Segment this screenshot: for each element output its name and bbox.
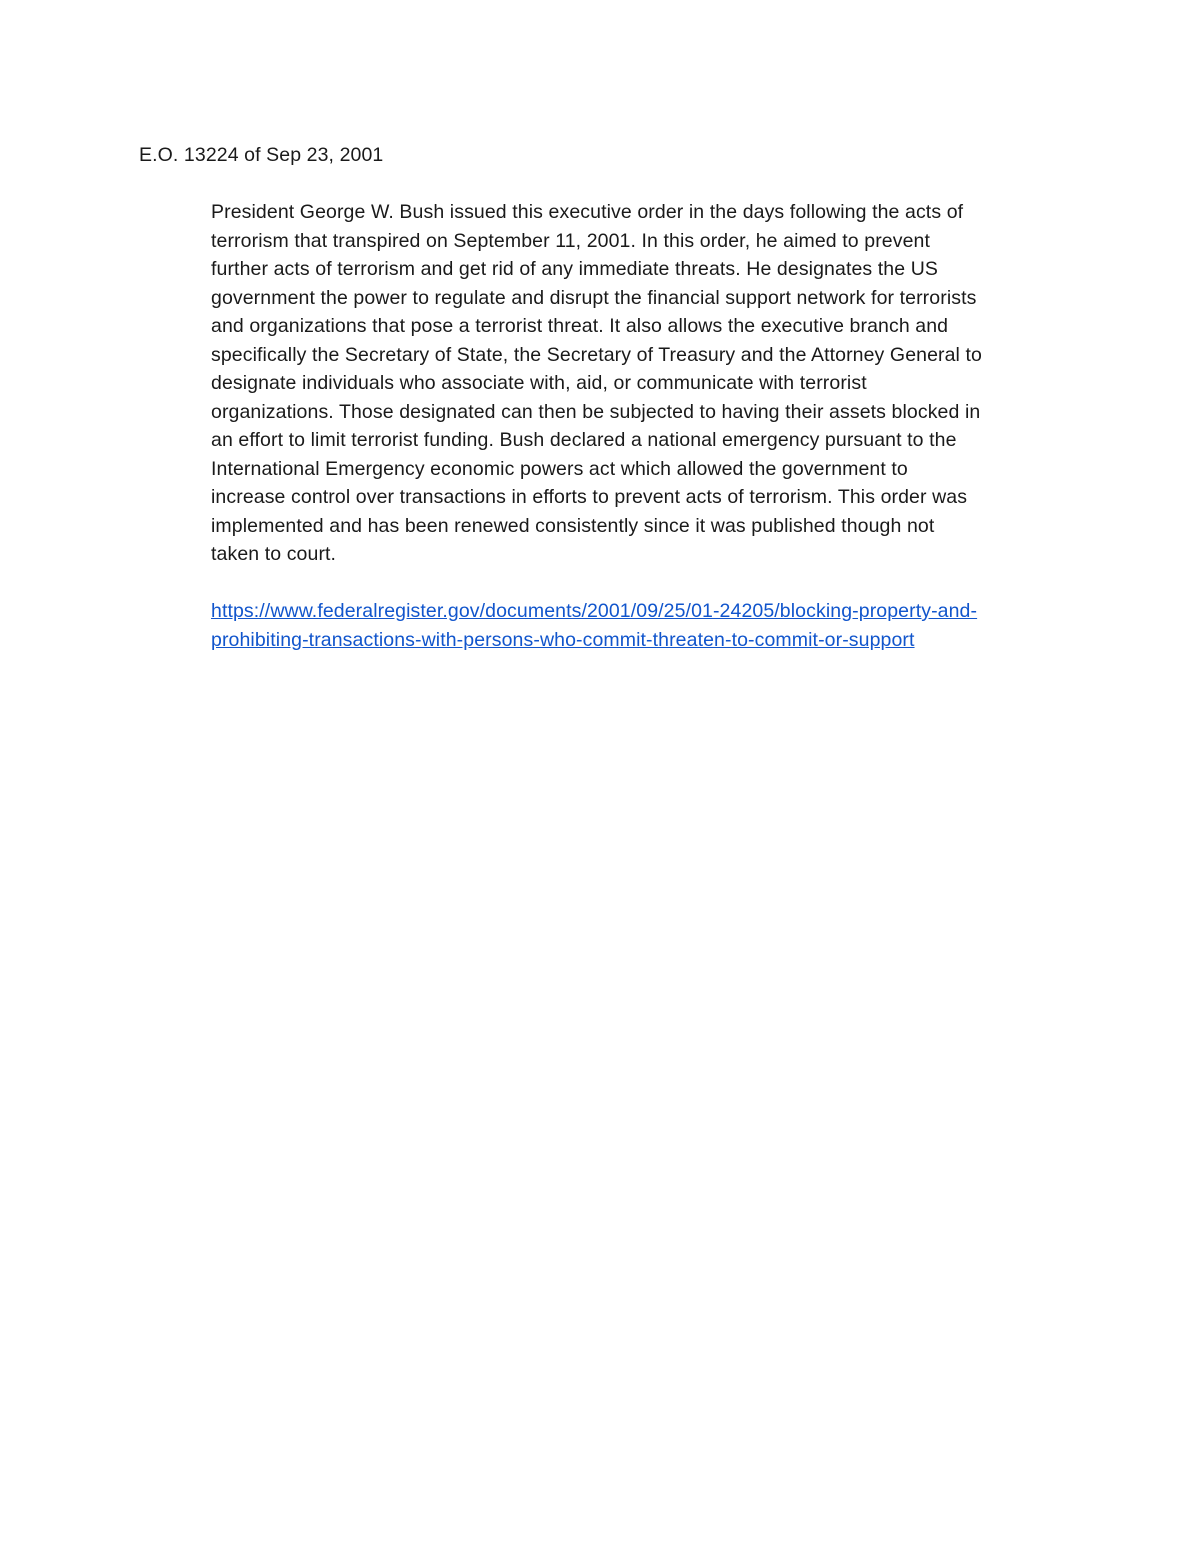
body-line: organizations. Those designated can then be subjected to having their assets blocked in xyxy=(211,400,981,423)
body-line: specifically the Secretary of State, the Secretary of Treasury and the Attorney General to xyxy=(211,343,982,366)
body-line: designate individuals who associate with, aid, or communicate with terrorist xyxy=(211,372,867,394)
body-line: government the power to regulate and disrupt the financial support network for terrorists xyxy=(211,286,977,309)
link-line-2[interactable]: prohibiting-transactions-with-persons-who-commit-threaten-to-commit-or-support xyxy=(211,628,915,651)
body-line: implemented and has been renewed consistently since it was published though not xyxy=(211,514,935,537)
link-line-1[interactable]: https://www.federalregister.gov/documents/2001/09/25/01-24205/blocking-property-and- xyxy=(211,600,978,622)
body-line: further acts of terrorism and get rid of any immediate threats. He designates the US xyxy=(211,258,938,280)
body-line: terrorism that transpired on September 11, 2001. In this order, he aimed to prevent xyxy=(211,229,930,252)
body-line: taken to court. xyxy=(211,543,337,565)
document-heading: E.O. 13224 of Sep 23, 2001 xyxy=(139,144,384,166)
body-line: increase control over transactions in efforts to prevent acts of terrorism. This order was xyxy=(211,486,968,508)
federal-register-link[interactable] xyxy=(211,597,1071,654)
body-line: International Emergency economic powers act which allowed the government to xyxy=(211,457,908,480)
body-line: an effort to limit terrorist funding. Bush declared a national emergency pursuant to the xyxy=(211,429,957,451)
document-body-paragraph xyxy=(211,198,1071,569)
body-line: and organizations that pose a terrorist threat. It also allows the executive branch and xyxy=(211,315,949,337)
body-line: President George W. Bush issued this executive order in the days following the acts of xyxy=(211,201,964,223)
